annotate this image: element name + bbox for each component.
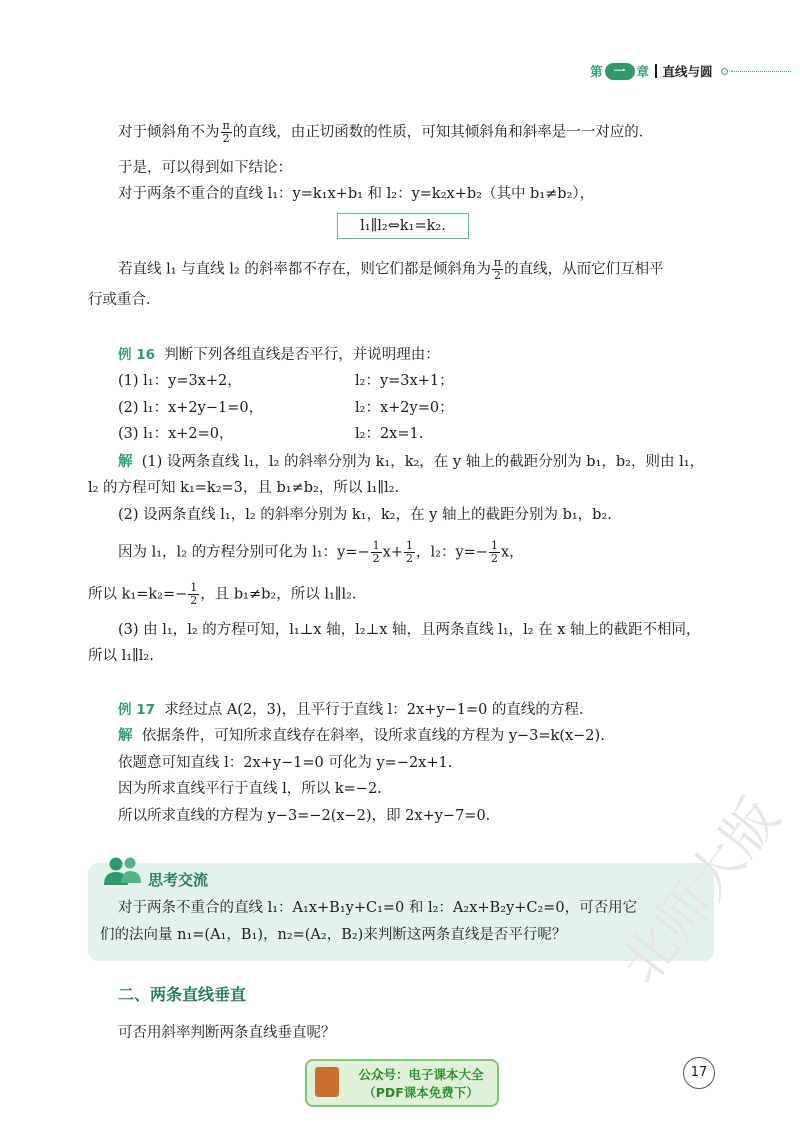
ex16-solution-3-cont: 所以 l₁∥l₂. xyxy=(88,648,154,664)
chapter-title: 直线与圆 xyxy=(662,64,713,79)
ex16-row-2: (2) l₁：x+2y−1=0， xyxy=(118,400,264,416)
boxed-formula: l₁∥l₂⇔k₁=k₂. xyxy=(337,213,469,239)
promo-badge xyxy=(305,1059,499,1107)
section-heading: 二、两条直线垂直 xyxy=(118,985,247,1004)
ex16-row-3: (3) l₁：x+2=0， xyxy=(118,426,234,442)
chapter-number: 一 xyxy=(605,63,635,80)
promo-line-2: （PDF课本免费下） xyxy=(363,1085,479,1100)
ex16-solution-1-cont: l₂ 的方程可知 k₁=k₂=3，且 b₁≠b₂，所以 l₁∥l₂. xyxy=(88,480,400,496)
ex16-row-1-b: l₂：y=3x+1； xyxy=(355,373,454,389)
ex16-row-3-b: l₂：2x=1. xyxy=(355,426,424,442)
header-dotted-line xyxy=(731,71,791,72)
chapter-suffix: 章 xyxy=(636,64,650,79)
paragraph-4-cont: 行或重合. xyxy=(88,292,151,308)
fraction-pi-over-2: $\frac{\pi}{2}$ xyxy=(222,119,230,145)
people-icon xyxy=(103,855,143,887)
example-label: 例 17 xyxy=(118,702,155,718)
ex16-row-1: (1) l₁：y=3x+2， xyxy=(118,373,242,389)
paragraph-3: 对于两条不重合的直线 l₁：y=k₁x+b₁ 和 l₂：y=k₂x+b₂（其中 b₁≠b₂）， xyxy=(118,186,595,202)
chapter-prefix: 第 xyxy=(590,64,603,79)
ex16-solution-1: 解 (1) 设两条直线 l₁，l₂ 的斜率分别为 k₁，k₂，在 y 轴上的截距分别为 b₁，b₂，则由 l₁， xyxy=(118,454,705,470)
example-16-heading: 例 16 判断下列各组直线是否平行，并说明理由： xyxy=(118,347,440,363)
example-label: 例 16 xyxy=(118,347,155,363)
ex17-solution-3: 因为所求直线平行于直线 l，所以 k=−2. xyxy=(118,781,382,797)
running-header xyxy=(590,60,791,82)
paragraph-2: 于是，可以得到如下结论： xyxy=(118,160,292,176)
example-17-heading: 例 17 求经过点 A(2，3)，且平行于直线 l：2x+y−1=0 的直线的方程. xyxy=(118,702,584,718)
solution-label: 解 xyxy=(118,454,133,470)
page-number: 17 xyxy=(683,1057,715,1089)
ex16-solution-2b: 因为 l₁，l₂ 的方程分别可化为 l₁：y=− $\frac{1}{2}$ x+ $\frac{1}{2}$ ，l₂：y=− $\frac{1}{2}$ x， xyxy=(118,539,524,565)
think-line-1: 对于两条不重合的直线 l₁：A₁x+B₁y+C₁=0 和 l₂：A₂x+B₂y+C₂=0，可否用它 xyxy=(118,900,638,916)
book-icon xyxy=(315,1067,339,1097)
ex17-solution-4: 所以所求直线的方程为 y−3=−2(x−2)，即 2x+y−7=0. xyxy=(118,808,491,824)
think-line-2: 们的法向量 n₁=(A₁，B₁)，n₂=(A₂，B₂)来判断这两条直线是否平行呢？ xyxy=(100,927,567,943)
paragraph-4: 若直线 l₁ 与直线 l₂ 的斜率都不存在，则它们都是倾斜角为 $\frac{\pi}{2}$ 的直线，从而它们互相平 xyxy=(118,256,664,282)
header-divider xyxy=(655,64,657,78)
ex17-solution-1: 解 依据条件，可知所求直线存在斜率，设所求直线的方程为 y−3=k(x−2). xyxy=(118,728,605,744)
ex16-solution-2c: 所以 k₁=k₂=− $\frac{1}{2}$ ，且 b₁≠b₂，所以 l₁∥l₂. xyxy=(88,581,357,607)
ex16-row-2-b: l₂：x+2y=0； xyxy=(355,400,454,416)
promo-line-1: 公众号：电子课本大全 xyxy=(358,1067,484,1082)
ex17-solution-2: 依题意可知直线 l：2x+y−1=0 可化为 y=−2x+1. xyxy=(118,755,453,771)
header-dot-icon xyxy=(721,68,728,75)
ex16-solution-3: (3) 由 l₁，l₂ 的方程可知，l₁⊥x 轴，l₂⊥x 轴，且两条直线 l₁，l₂ 在 x 轴上的截距不相同， xyxy=(118,622,701,638)
paragraph-1: 对于倾斜角不为 $\frac{\pi}{2}$ 的直线，由正切函数的性质，可知其倾斜角和斜率是一一对应的. xyxy=(118,119,644,145)
question-line: 可否用斜率判断两条直线垂直呢？ xyxy=(118,1025,336,1041)
edition-watermark: 北师大版 xyxy=(608,786,792,996)
fraction-pi-over-2: $\frac{\pi}{2}$ xyxy=(493,256,502,282)
solution-label: 解 xyxy=(118,728,133,744)
think-discuss-title: 思考交流 xyxy=(148,871,209,889)
ex16-solution-2: (2) 设两条直线 l₁，l₂ 的斜率分别为 k₁，k₂，在 y 轴上的截距分别为 b₁，b₂. xyxy=(118,507,612,523)
